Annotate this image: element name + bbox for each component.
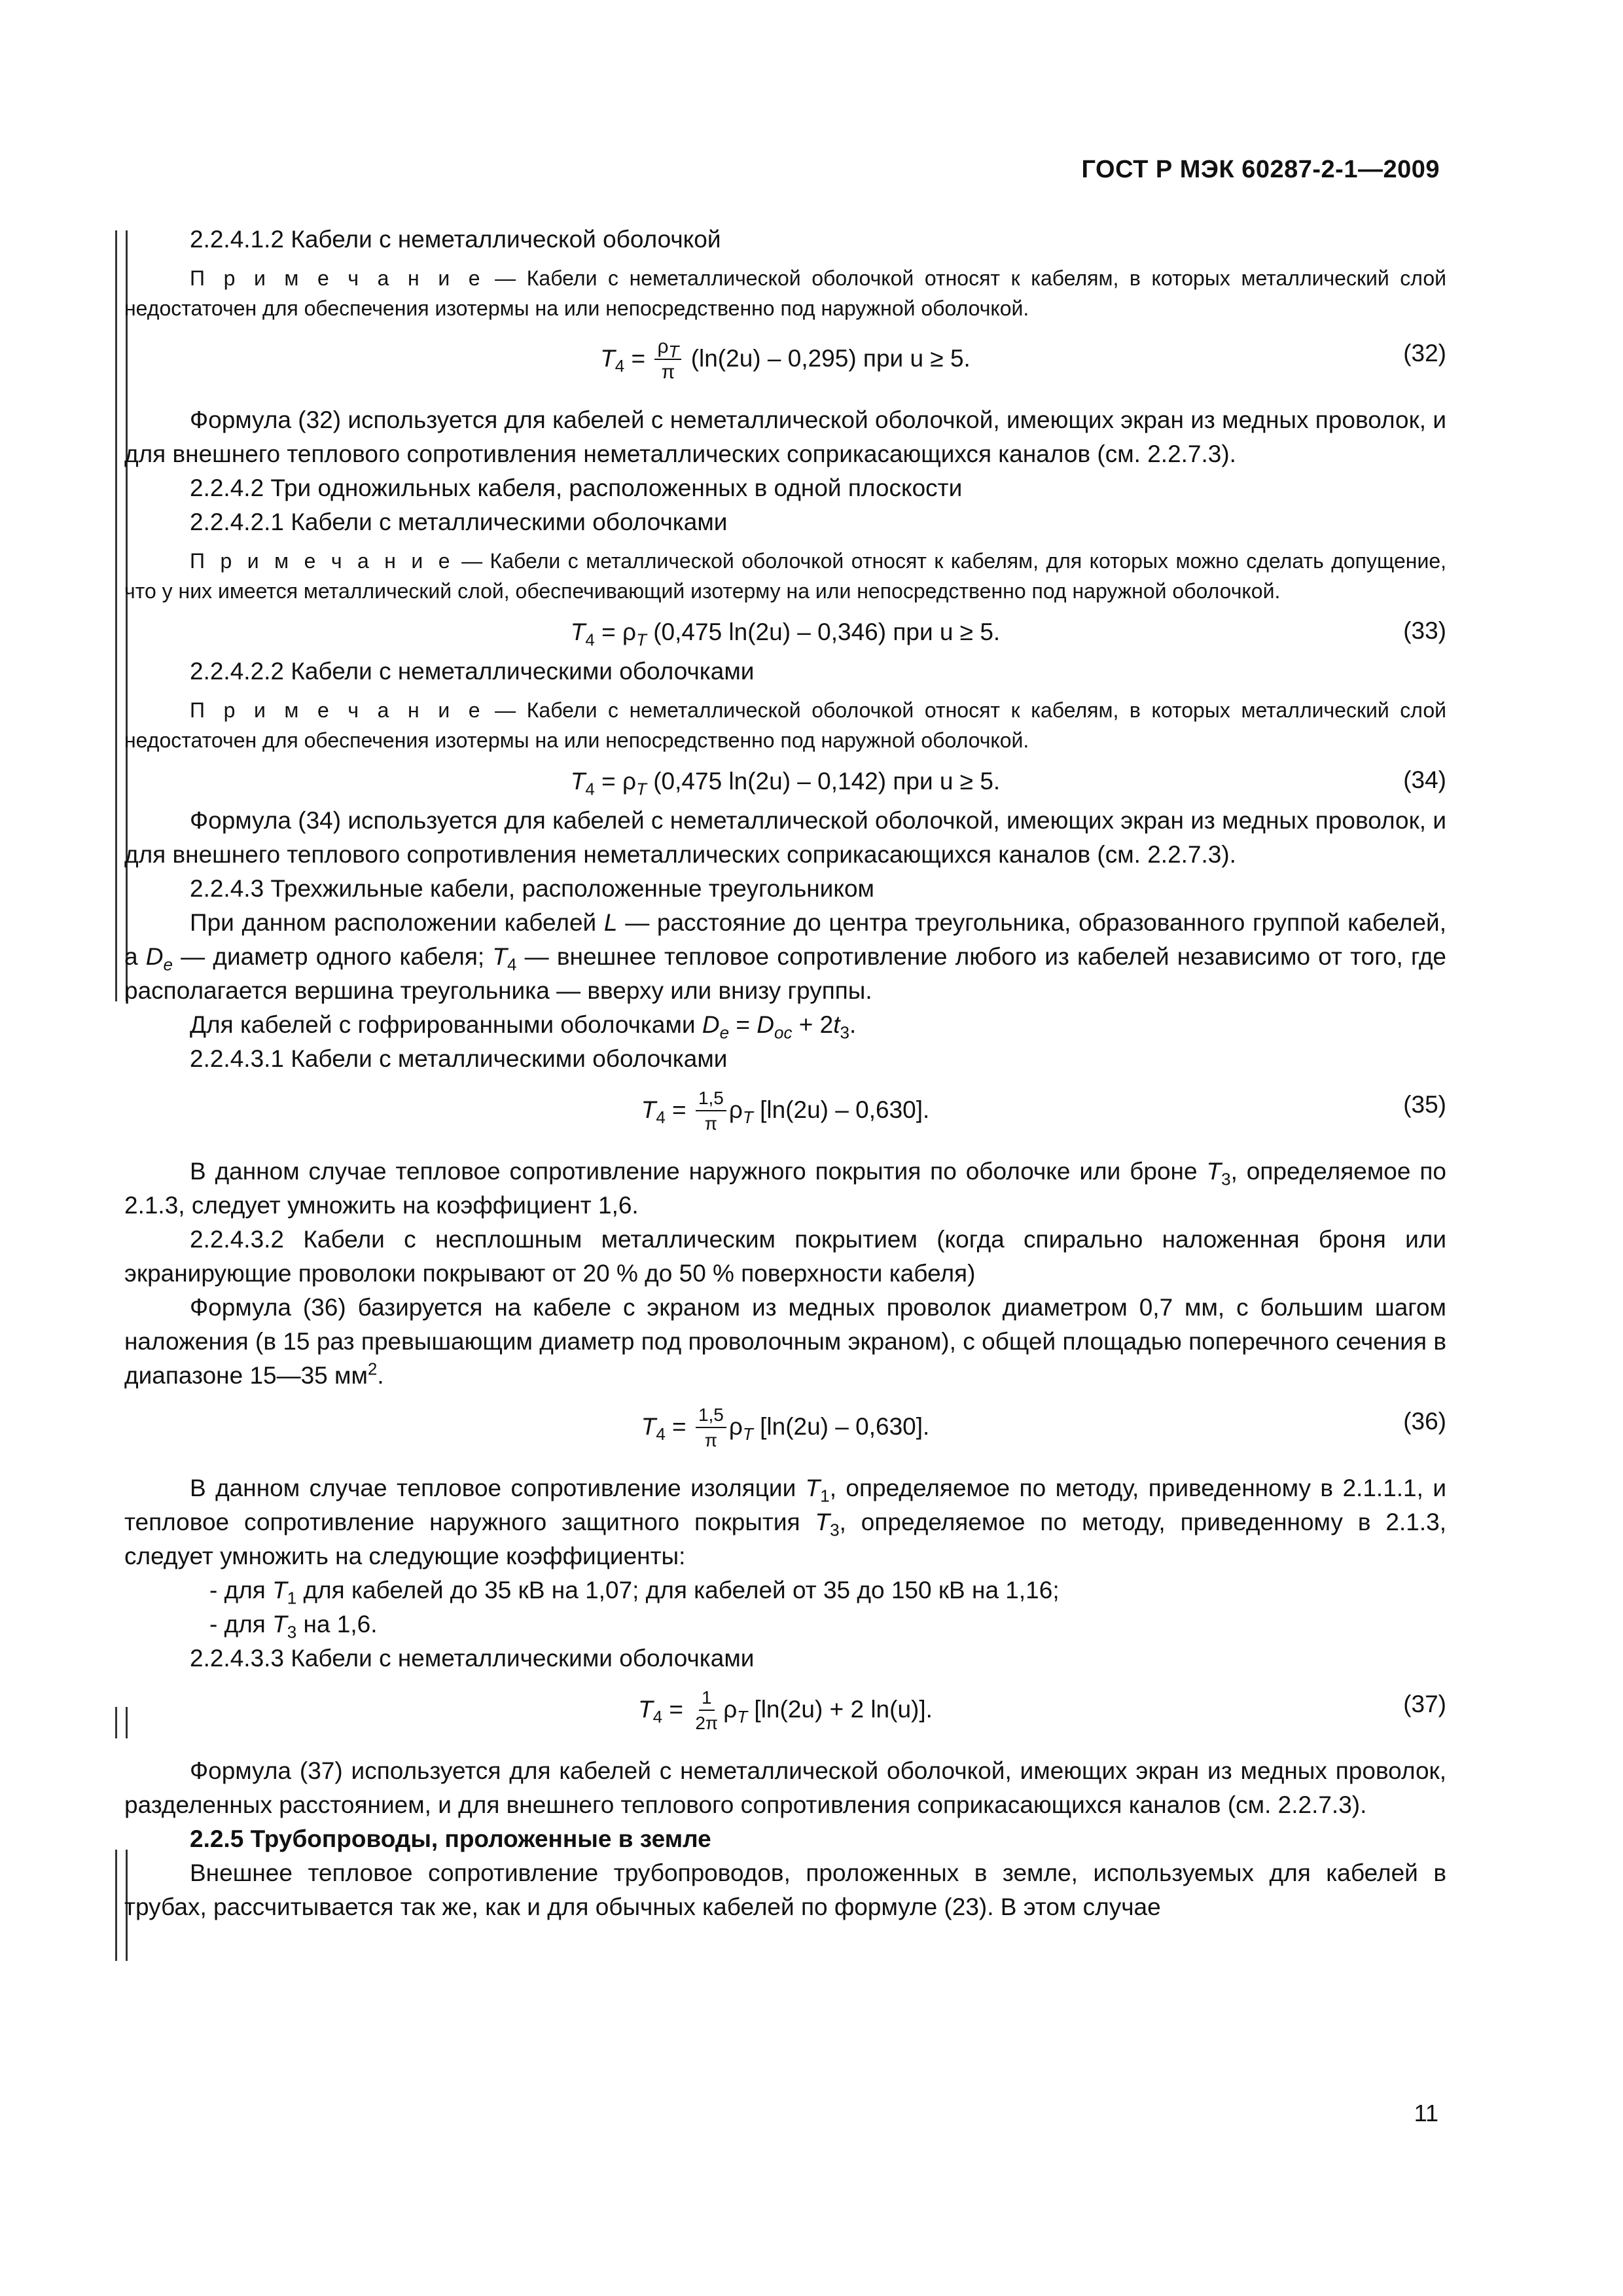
note-label: П р и м е ч а н и е bbox=[190, 266, 484, 290]
formula-32: $T_4$ = $\frac{\rho_T}{\pi}$ (ln(2u) – 0,295) при u ≥ 5. (32) bbox=[124, 330, 1446, 398]
revision-bar bbox=[115, 230, 117, 1001]
note-text: — Кабели с неметаллической оболочкой относят к кабелям, в которых металлический слой недостаточен для обеспечения изотермы на или непосредственно под наружной оболочкой. bbox=[124, 698, 1447, 752]
paragraph: Для кабелей с гофрированными оболочками $D_e = D_{oc} + 2t_3$. bbox=[190, 1011, 857, 1043]
note-text: — Кабели с металлической оболочкой относят к кабелям, для которых можно сделать допущение, что у них имеется металлический слой, обеспечивающий изотерму на или непосредственно под наружной оболочкой. bbox=[124, 549, 1447, 603]
standard-header: ГОСТ Р МЭК 60287-2-1—2009 bbox=[1081, 156, 1440, 183]
page-number: 11 bbox=[1414, 2100, 1438, 2126]
document-body bbox=[124, 223, 1446, 1924]
note bbox=[124, 695, 1446, 755]
formula-37: $T_4$ = $\frac{1}{2\pi}$ $\rho_T$ [ln(2u) + 2 ln(u)]. (37) bbox=[124, 1681, 1446, 1749]
paragraph: Внешнее тепловое сопротивление трубопроводов, проложенных в земле, используемых для кабелей в трубах, рассчитывается так же, как и для обычных кабелей по формуле (23). В этом случае bbox=[124, 1859, 1446, 1920]
equation-number: (32) bbox=[1403, 340, 1446, 367]
section-heading: 2.2.4.2.1 Кабели с металлическими оболочками bbox=[190, 509, 728, 535]
section-paragraph: 2.2.4.3.2 Кабели с несплошным металлическим покрытием (когда спирально наложенная броня или экранирующие проволоки покрывают от 20 % до 50 % поверхности кабеля) bbox=[124, 1226, 1446, 1287]
fraction: $\frac{1}{2\pi}$ bbox=[695, 1687, 719, 1733]
section-heading: 2.2.4.2 Три одножильных кабеля, расположенных в одной плоскости bbox=[190, 475, 963, 501]
section-heading: 2.2.4.3.3 Кабели с неметаллическими оболочками bbox=[190, 1645, 755, 1672]
paragraph: В данном случае тепловое сопротивление изоляции $T_1$, определяемое по методу, приведенному в 2.1.1.1, и тепловое сопротивление наружного защитного покрытия $T_3$, определяемое по методу, приведенному в 2.1.3, следует умножить на следующие коэффициенты: bbox=[124, 1475, 1446, 1570]
equation-number: (34) bbox=[1403, 766, 1446, 793]
equation-number: (37) bbox=[1403, 1691, 1446, 1717]
revision-bar bbox=[115, 1707, 117, 1738]
fraction: $\frac{1,5}{\pi}$ bbox=[696, 1086, 726, 1136]
paragraph: В данном случае тепловое сопротивление наружного покрытия по оболочке или броне $T_3$, определяемое по 2.1.3, следует умножить на коэффициент 1,6. bbox=[124, 1158, 1446, 1219]
paragraph: При данном расположении кабелей L — расстояние до центра треугольника, образованного группой кабелей, а $D_e$ — диаметр одного кабеля; $T_4$ — внешнее тепловое сопротивление любого из кабелей независимо от того, где располагается вершина треугольника — вверху или внизу группы. bbox=[124, 909, 1446, 1004]
formula-36: $T_4$ = $\frac{1,5}{\pi}$ $\rho_T$ [ln(2u) – 0,630]. (36) bbox=[124, 1398, 1446, 1466]
list-item: - для $T_3$ на 1,6. bbox=[209, 1611, 378, 1642]
revision-bar bbox=[115, 1850, 117, 1961]
formula-35: $T_4$ = $\frac{1,5}{\pi}$ $\rho_T$ [ln(2u) – 0,630]. (35) bbox=[124, 1081, 1446, 1149]
section-heading: 2.2.4.2.2 Кабели с неметаллическими оболочками bbox=[190, 658, 755, 685]
equation-number: (36) bbox=[1403, 1408, 1446, 1435]
section-heading: 2.2.5 Трубопроводы, проложенные в земле bbox=[190, 1825, 711, 1852]
paragraph: Формула (34) используется для кабелей с неметаллической оболочкой, имеющих экран из медных проволок, и для внешнего теплового сопротивления неметаллических соприкасающихся каналов (см. 2.2.7.3). bbox=[124, 807, 1446, 868]
formula-33: $T_4 = \rho_T$ (0,475 ln(2u) – 0,346) при u ≥ 5. (33) bbox=[124, 613, 1446, 649]
section-heading: 2.2.4.1.2 Кабели с неметаллической оболочкой bbox=[190, 226, 721, 253]
fraction: $\frac{1,5}{\pi}$ bbox=[696, 1403, 726, 1453]
formula-34: $T_4 = \rho_T$ (0,475 ln(2u) – 0,142) при u ≥ 5. (34) bbox=[124, 762, 1446, 798]
list-item: - для $T_1$ для кабелей до 35 кВ на 1,07; для кабелей от 35 до 150 кВ на 1,16; bbox=[209, 1577, 1060, 1608]
equation-number: (33) bbox=[1403, 617, 1446, 644]
section-heading: 2.2.4.3.1 Кабели с металлическими оболочками bbox=[190, 1045, 728, 1072]
note-label: П р и м е ч а н и е bbox=[190, 698, 484, 722]
note-text: — Кабели с неметаллической оболочкой относят к кабелям, в которых металлический слой недостаточен для обеспечения изотермы на или непосредственно под наружной оболочкой. bbox=[124, 266, 1447, 320]
paragraph: Формула (36) базируется на кабеле с экраном из медных проволок диаметром 0,7 мм, с большим шагом наложения (в 15 раз превышающим диаметр под проволочным экраном), с общей площадью поперечного сечения в диапазоне 15—35 $мм^2$. bbox=[124, 1294, 1446, 1389]
paragraph: Формула (32) используется для кабелей с неметаллической оболочкой, имеющих экран из медных проволок, и для внешнего теплового сопротивления неметаллических соприкасающихся каналов (см. 2.2.7.3). bbox=[124, 406, 1446, 467]
note-label: П р и м е ч а н и е bbox=[190, 549, 454, 573]
fraction: $\frac{\rho_T}{\pi}$ bbox=[654, 335, 681, 385]
note bbox=[124, 263, 1446, 323]
paragraph: Формула (37) используется для кабелей с неметаллической оболочкой, имеющих экран из медных проволок, разделенных расстоянием, и для внешнего теплового сопротивления соприкасающихся каналов (см. 2.2.7.3). bbox=[124, 1757, 1446, 1818]
note bbox=[124, 546, 1446, 606]
equation-number: (35) bbox=[1403, 1091, 1446, 1118]
section-heading: 2.2.4.3 Трехжильные кабели, расположенные треугольником bbox=[190, 875, 874, 902]
